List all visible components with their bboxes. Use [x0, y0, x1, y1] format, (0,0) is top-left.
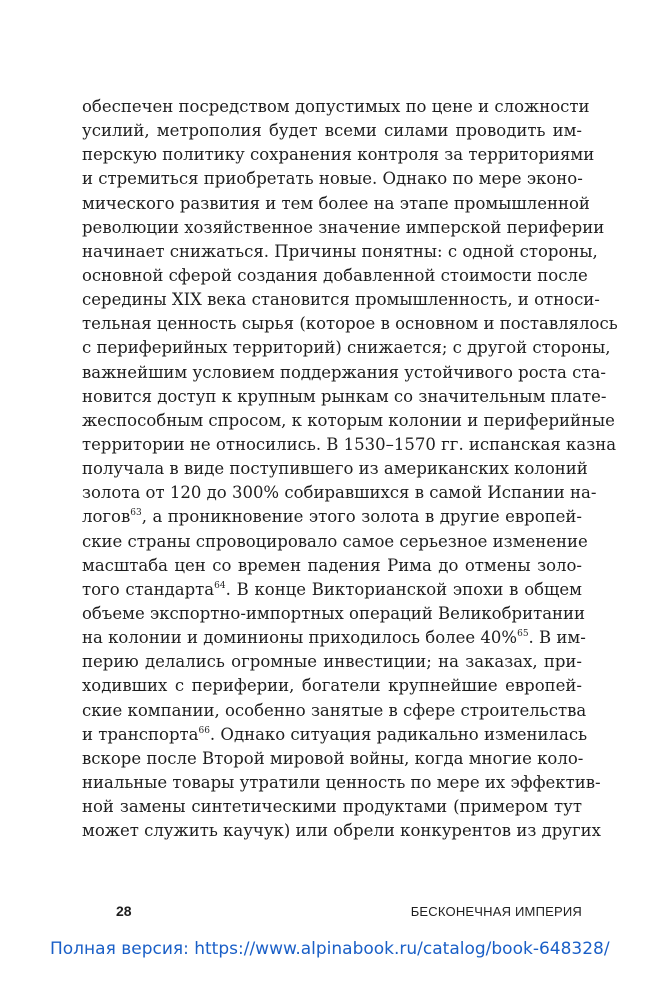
text-line: масштаба цен со времен падения Рима до отмены золо-	[82, 555, 582, 575]
full-version-link[interactable]: Полная версия: https://www.alpinabook.ru/catalog/book-648328/	[50, 939, 610, 959]
text-segment: на колонии и доминионы приходилось более 40%	[82, 628, 518, 648]
text-segment: . В конце Викторианской эпохи в общем	[225, 579, 582, 599]
text-line	[82, 578, 582, 602]
text-line: золота от 120 до 300% собиравшихся в самой Испании на-	[82, 483, 597, 503]
text-line: ниальные товары утратили ценность по мере их эффектив-	[82, 772, 601, 792]
text-line: ной замены синтетическими продуктами (примером тут	[82, 797, 582, 817]
text-segment: , а проникновение этого золота в другие европей-	[141, 507, 582, 527]
text-line	[82, 505, 582, 529]
text-segment: . В им-	[528, 628, 586, 648]
text-line: получала в виде поступившего из американских колоний	[82, 459, 588, 479]
text-line: может служить каучук) или обрели конкурентов из других	[82, 821, 601, 841]
text-line	[82, 723, 588, 747]
running-head: БЕСКОНЕЧНАЯ ИМПЕРИЯ	[410, 903, 582, 919]
body-text	[82, 95, 618, 843]
text-line: тельная ценность сырья (которое в основном и поставлялось	[82, 314, 618, 334]
text-segment: логов	[82, 507, 131, 527]
footnote-ref-64[interactable]: 64	[214, 580, 226, 591]
text-line: новится доступ к крупным рынкам со значительным плате-	[82, 386, 607, 406]
text-line: обеспечен посредством допустимых по цене и сложности	[82, 97, 590, 116]
text-line: ские страны спровоцировало самое серьезное изменение	[82, 531, 588, 551]
text-line: ские компании, особенно занятые в сфере строительства	[82, 700, 587, 720]
text-line: основной сферой создания добавленной стоимости после	[82, 265, 588, 285]
text-line: объеме экспортно-импортных операций Великобритании	[82, 603, 586, 623]
text-segment: того стандарта	[82, 579, 215, 599]
text-line: жеспособным спросом, к которым колонии и периферийные	[82, 410, 615, 430]
footnote-ref-63[interactable]: 63	[130, 508, 142, 519]
text-line: революции хозяйственное значение имперской периферии	[82, 217, 605, 237]
text-line: середины XIX века становится промышленность, и относи-	[82, 290, 600, 310]
text-line: и стремиться приобретать новые. Однако по мере эконо-	[82, 169, 583, 189]
text-line: мического развития и тем более на этапе промышленной	[82, 193, 590, 213]
text-line: перию делались огромные инвестиции; на заказах, при-	[82, 652, 582, 672]
text-segment: и транспорта	[82, 724, 199, 744]
footnote-ref-66[interactable]: 66	[198, 725, 210, 736]
text-line: важнейшим условием поддержания устойчивого роста ста-	[82, 362, 606, 382]
text-line: территории не относились. В 1530–1570 гг. испанская казна	[82, 434, 617, 454]
text-segment: . Однако ситуация радикально изменилась	[209, 724, 588, 744]
text-line: вскоре после Второй мировой войны, когда многие коло-	[82, 748, 584, 768]
text-line	[82, 626, 586, 650]
text-line: усилий, метрополия будет всеми силами проводить им-	[82, 121, 582, 141]
page-number: 28	[116, 903, 132, 919]
text-line: ходивших с периферии, богатели крупнейшие европей-	[82, 676, 582, 696]
footnote-ref-65[interactable]: 65	[517, 629, 529, 640]
text-line: начинает снижаться. Причины понятны: с одной стороны,	[82, 241, 598, 261]
text-line: перскую политику сохранения контроля за территориями	[82, 145, 595, 165]
text-line: с периферийных территорий) снижается; с другой стороны,	[82, 338, 611, 358]
page-footer	[116, 902, 582, 920]
